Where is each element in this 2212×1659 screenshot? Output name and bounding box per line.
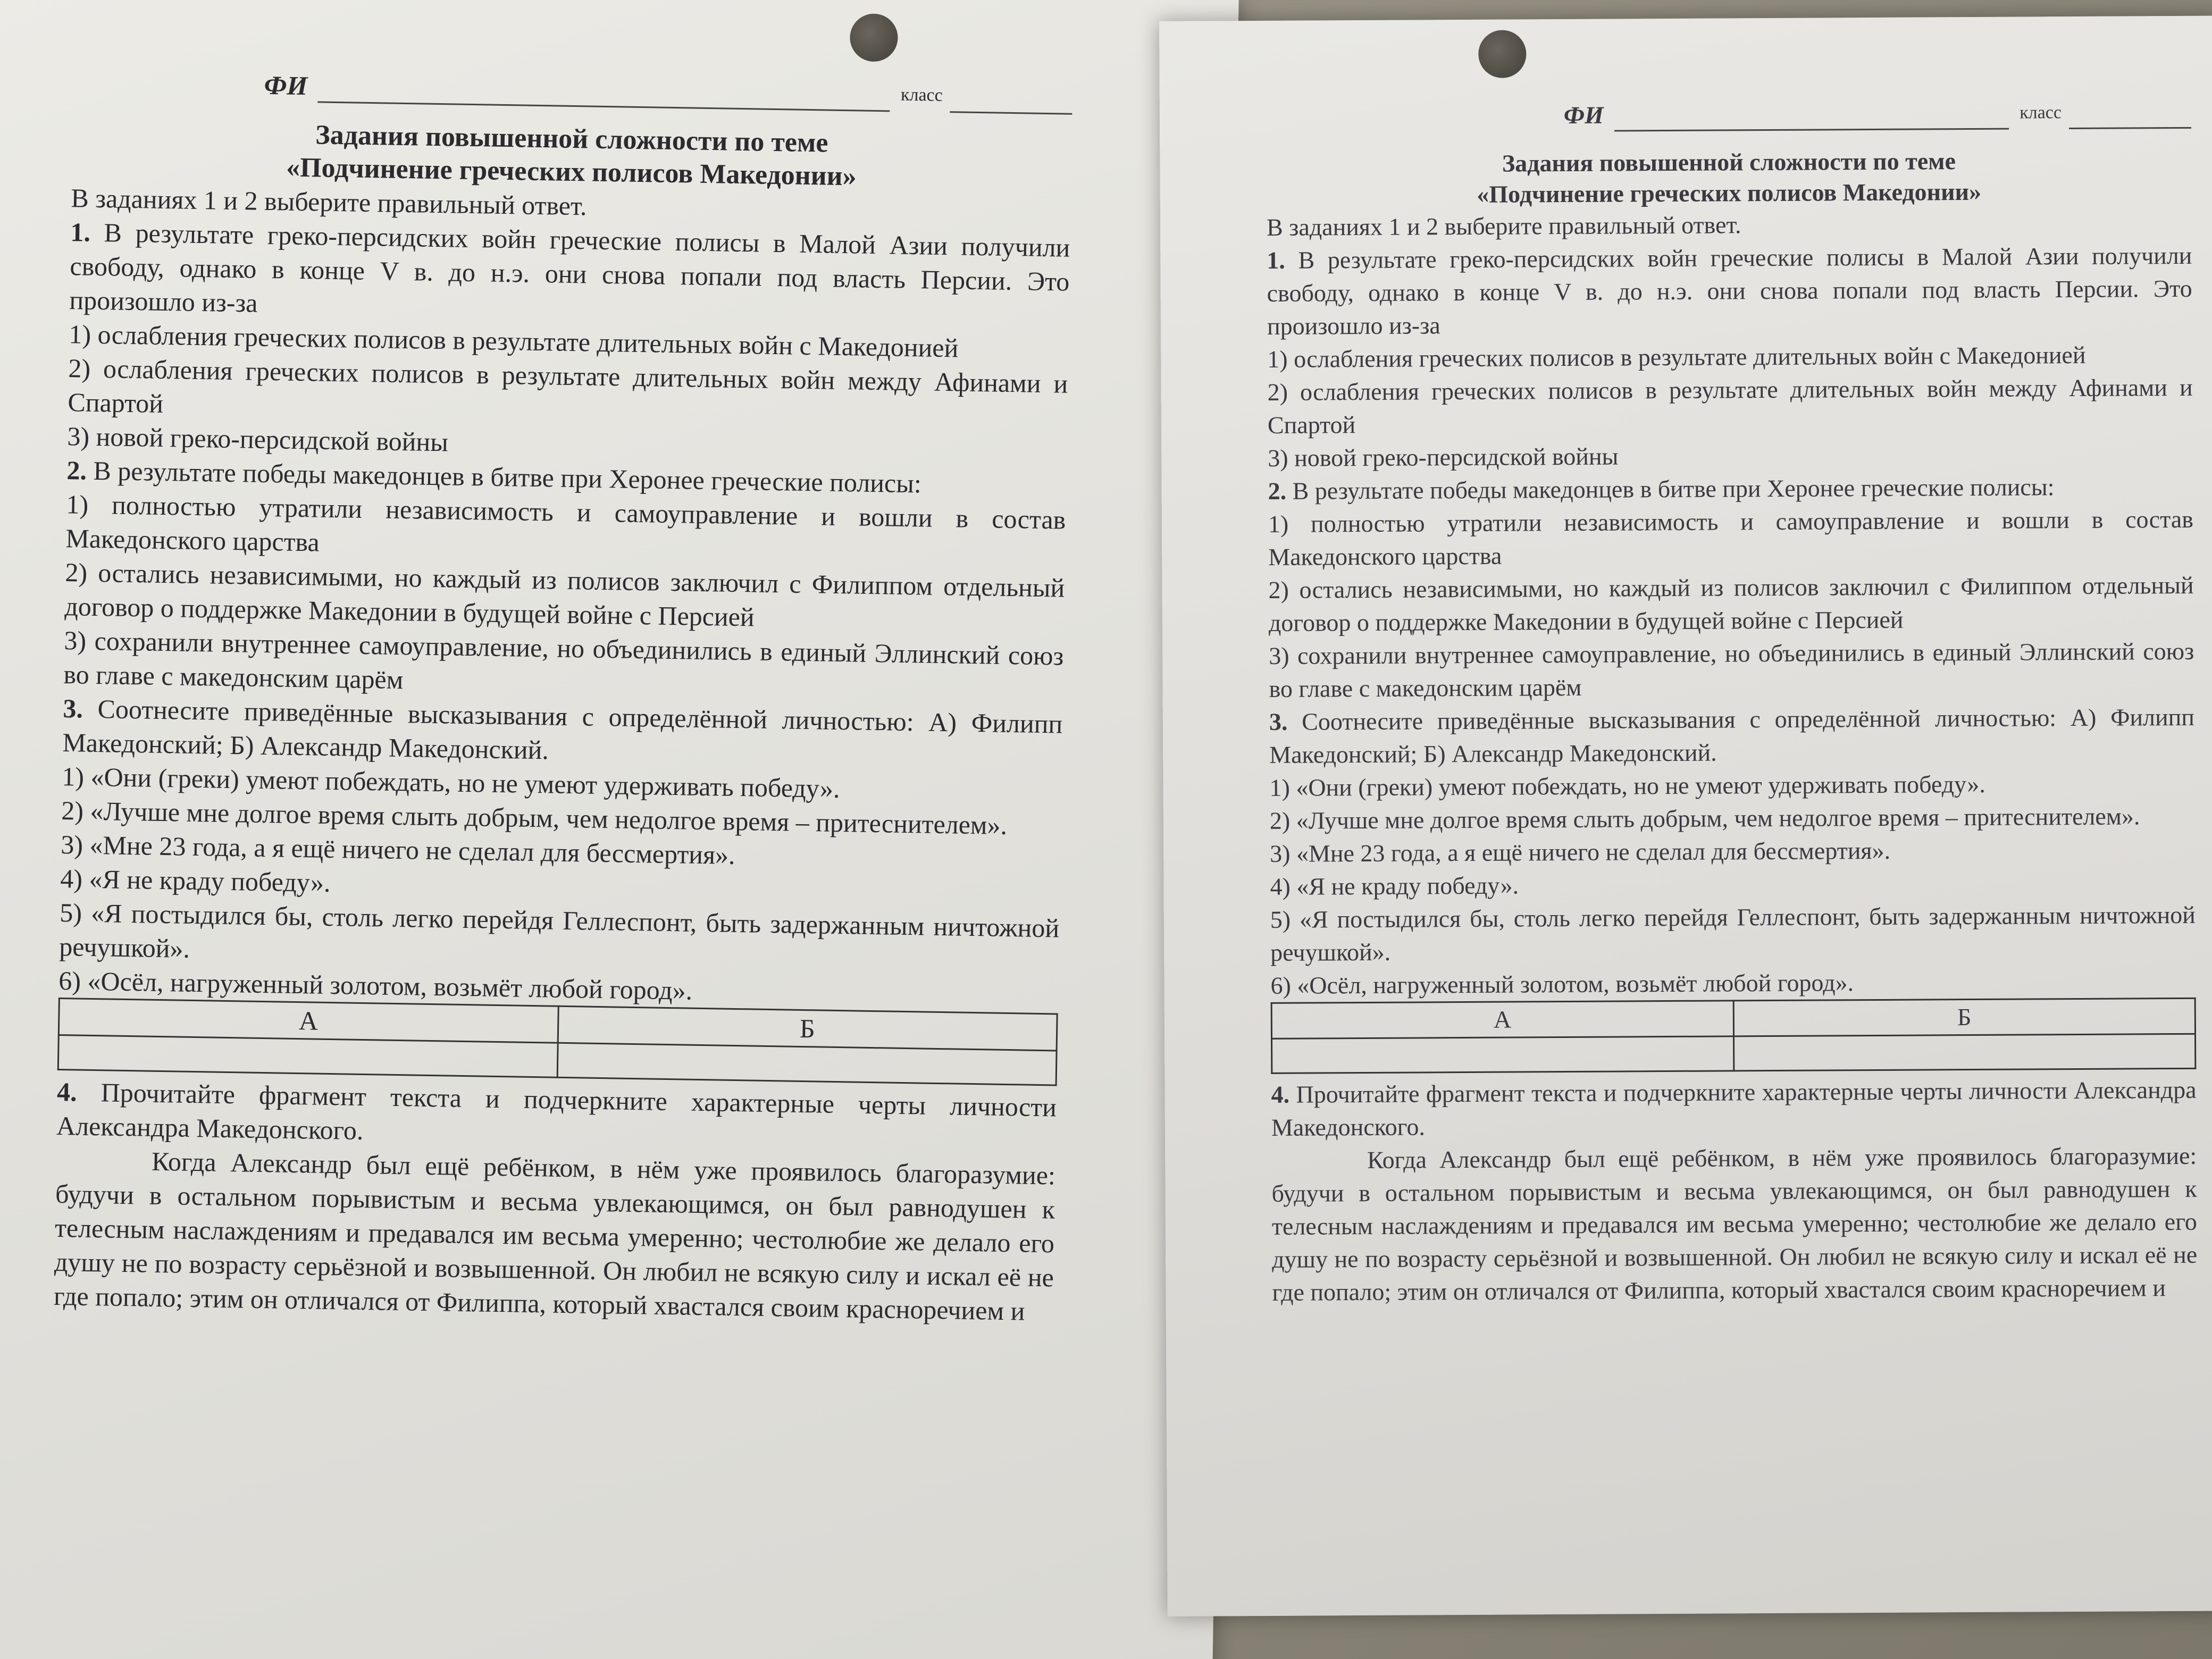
option: 2) ослабления греческих полисов в результате длительных войн между Афинами и Спартой	[1267, 373, 2193, 439]
quote: 1) «Они (греки) умеют побеждать, но не умеют удерживать победу».	[1269, 770, 1985, 801]
quote: 6) «Осёл, нагруженный золотом, возьмёт любой город».	[58, 965, 693, 1006]
question-number: 3.	[1269, 708, 1288, 735]
instruction: В заданиях 1 и 2 выберите правильный ответ.	[1266, 211, 1741, 241]
question-text: В результате победы македонцев в битве при Херонее греческие полисы:	[93, 455, 922, 499]
fi-label: ФИ	[264, 70, 308, 101]
question-2	[1268, 470, 2193, 508]
name-field[interactable]	[318, 80, 890, 112]
answer-cell-b[interactable]	[1733, 1034, 2196, 1071]
answer-cell-a[interactable]	[58, 1035, 557, 1077]
question-number: 3.	[63, 693, 83, 724]
option: 2) ослабления греческих полисов в результате длительных войн между Афинами и Спартой	[68, 353, 1068, 418]
question-1	[1267, 239, 2192, 343]
title-line-1: Задания повышенной сложности по теме	[315, 120, 828, 158]
question-text: Прочитайте фрагмент текста и подчеркните характерные черты личности Александра Македонского.	[56, 1077, 1057, 1145]
question-number: 4.	[1271, 1080, 1290, 1108]
worksheet-right	[1159, 16, 2212, 1616]
question-text: Соотнесите приведённые высказывания с определённой личностью: А) Филипп Македонский; Б) Александр Македонский.	[1269, 703, 2195, 768]
title	[1266, 145, 2192, 211]
title-line-1: Задания повышенной сложности по теме	[1502, 147, 1956, 177]
answer-header-b: Б	[1733, 998, 2196, 1036]
option: 3) новой греко-персидской войны	[67, 421, 449, 457]
passage: Когда Александр был ещё ребёнком, в нём уже проявилось благоразумие: будучи в остальном порывистым и весьма увлекающимся, он был равнодушен к телесным наслаждениям и предавался им весьма умеренно; честолюбие же делало его душу не по возрасту серьёзной и возвышенной. Он любил не всякую силу и искал её не где попало; этим он отличался от Филиппа, который хвастался своим красноречием и	[53, 1146, 1056, 1326]
question-number: 1.	[1267, 246, 1285, 274]
worksheet-content	[1266, 96, 2198, 1309]
question-text: Прочитайте фрагмент текста и подчеркните характерные черты личности Александра Македонского.	[1271, 1076, 2197, 1141]
option: 2) остались независимыми, но каждый из полисов заключил с Филиппом отдельный договор о поддержке Македонии в будущей войне с Персией	[64, 557, 1065, 632]
quote: 3) «Мне 23 года, а я ещё ничего не сделал для бессмертия».	[61, 830, 736, 870]
answer-header-b: Б	[558, 1006, 1057, 1051]
punch-hole	[1478, 30, 1526, 78]
class-field[interactable]	[950, 90, 1073, 115]
name-class-line	[1266, 96, 2191, 133]
passage: Когда Александр был ещё ребёнком, в нём уже проявилось благоразумие: будучи в остальном порывистым и весьма увлекающимся, он был равнодушен к телесным наслаждениям и предавался им весьма умеренно; честолюбие же делало его душу не по возрасту серьёзной и возвышенной. Он любил не всякую силу и искал её не где попало; этим он отличался от Филиппа, который хвастался своим красноречием и	[1271, 1142, 2198, 1306]
option: 1) полностью утратили независимость и самоуправление и вошли в состав Македонского царства	[65, 489, 1066, 557]
name-field[interactable]	[1614, 107, 2009, 132]
question-number: 2.	[1268, 477, 1287, 505]
question-text: В результате победы македонцев в битве при Херонее греческие полисы:	[1292, 473, 2055, 505]
answer-header-a: А	[1271, 1001, 1733, 1039]
name-class-line	[72, 65, 1073, 115]
quote: 3) «Мне 23 года, а я ещё ничего не сделал для бессмертия».	[1270, 836, 1891, 867]
option: 1) ослабления греческих полисов в результате длительных войн с Македонией	[1267, 341, 2086, 373]
title-line-2: «Подчинение греческих полисов Македонии»	[1477, 178, 1982, 208]
punch-hole	[850, 13, 898, 62]
option: 3) сохранили внутреннее самоуправление, но объединились в единый Эллинский союз во главе с македонским царём	[63, 625, 1064, 695]
option: 1) ослабления греческих полисов в результате длительных войн с Македонией	[69, 319, 959, 363]
question-text: В результате греко-персидских войн греческие полисы в Малой Азии получили свободу, однако в конце V в. до н.э. они снова попали под власть Персии. Это произошло из-за	[69, 217, 1070, 318]
class-label: класс	[900, 85, 943, 105]
quote: 2) «Лучше мне долгое время слыть добрым, чем недолгое время – притеснителем».	[1269, 802, 2140, 834]
title-line-2: «Подчинение греческих полисов Македонии»	[286, 152, 857, 192]
answer-table	[57, 998, 1058, 1086]
question-3	[1269, 701, 2195, 772]
question-4	[1271, 1074, 2197, 1144]
class-field[interactable]	[2069, 106, 2191, 129]
quote: 4) «Я не краду победу».	[60, 863, 331, 898]
option: 3) сохранили внутреннее самоуправление, но объединились в единый Эллинский союз во главе с македонским царём	[1269, 637, 2194, 702]
fi-label: ФИ	[1563, 101, 1604, 129]
worksheet-content	[54, 65, 1073, 1328]
quote: 6) «Осёл, нагруженный золотом, возьмёт любой город».	[1270, 969, 1854, 999]
quote: 5) «Я постыдился бы, столь легко перейдя Геллеспонт, быть задержанным ничтожной речушкой».	[1270, 901, 2196, 966]
answer-cell-a[interactable]	[1272, 1036, 1734, 1074]
question-number: 4.	[56, 1076, 78, 1107]
answer-header-a: А	[58, 998, 558, 1043]
question-number: 2.	[66, 455, 87, 485]
quote: 1) «Они (греки) умеют побеждать, но не умеют удерживать победу».	[62, 761, 840, 803]
answer-cell-b[interactable]	[557, 1043, 1057, 1085]
question-1	[69, 215, 1070, 333]
option: 3) новой греко-персидской войны	[1268, 442, 1619, 472]
question-text: Соотнесите приведённые высказывания с определённой личностью: А) Филипп Македонский; Б) Александр Македонский.	[62, 694, 1063, 765]
option: 2) остались независимыми, но каждый из полисов заключил с Филиппом отдельный договор о поддержке Македонии в будущей войне с Персией	[1268, 571, 2194, 636]
quote: 4) «Я не краду победу».	[1270, 872, 1519, 900]
instruction: В заданиях 1 и 2 выберите правильный ответ.	[71, 183, 588, 221]
quote: 5) «Я постыдился бы, столь легко перейдя Геллеспонт, быть задержанным ничтожной речушкой».	[58, 897, 1060, 963]
option: 1) полностью утратили независимость и самоуправление и вошли в состав Македонского царства	[1268, 505, 2194, 571]
question-number: 1.	[70, 217, 91, 247]
quote: 2) «Лучше мне долгое время слыть добрым, чем недолгое время – притеснителем».	[61, 795, 1008, 840]
question-text: В результате греко-персидских войн греческие полисы в Малой Азии получили свободу, однако в конце V в. до н.э. они снова попали под власть Персии. Это произошло из-за	[1267, 241, 2192, 340]
class-label: класс	[2020, 103, 2062, 123]
answer-table	[1271, 998, 2197, 1074]
